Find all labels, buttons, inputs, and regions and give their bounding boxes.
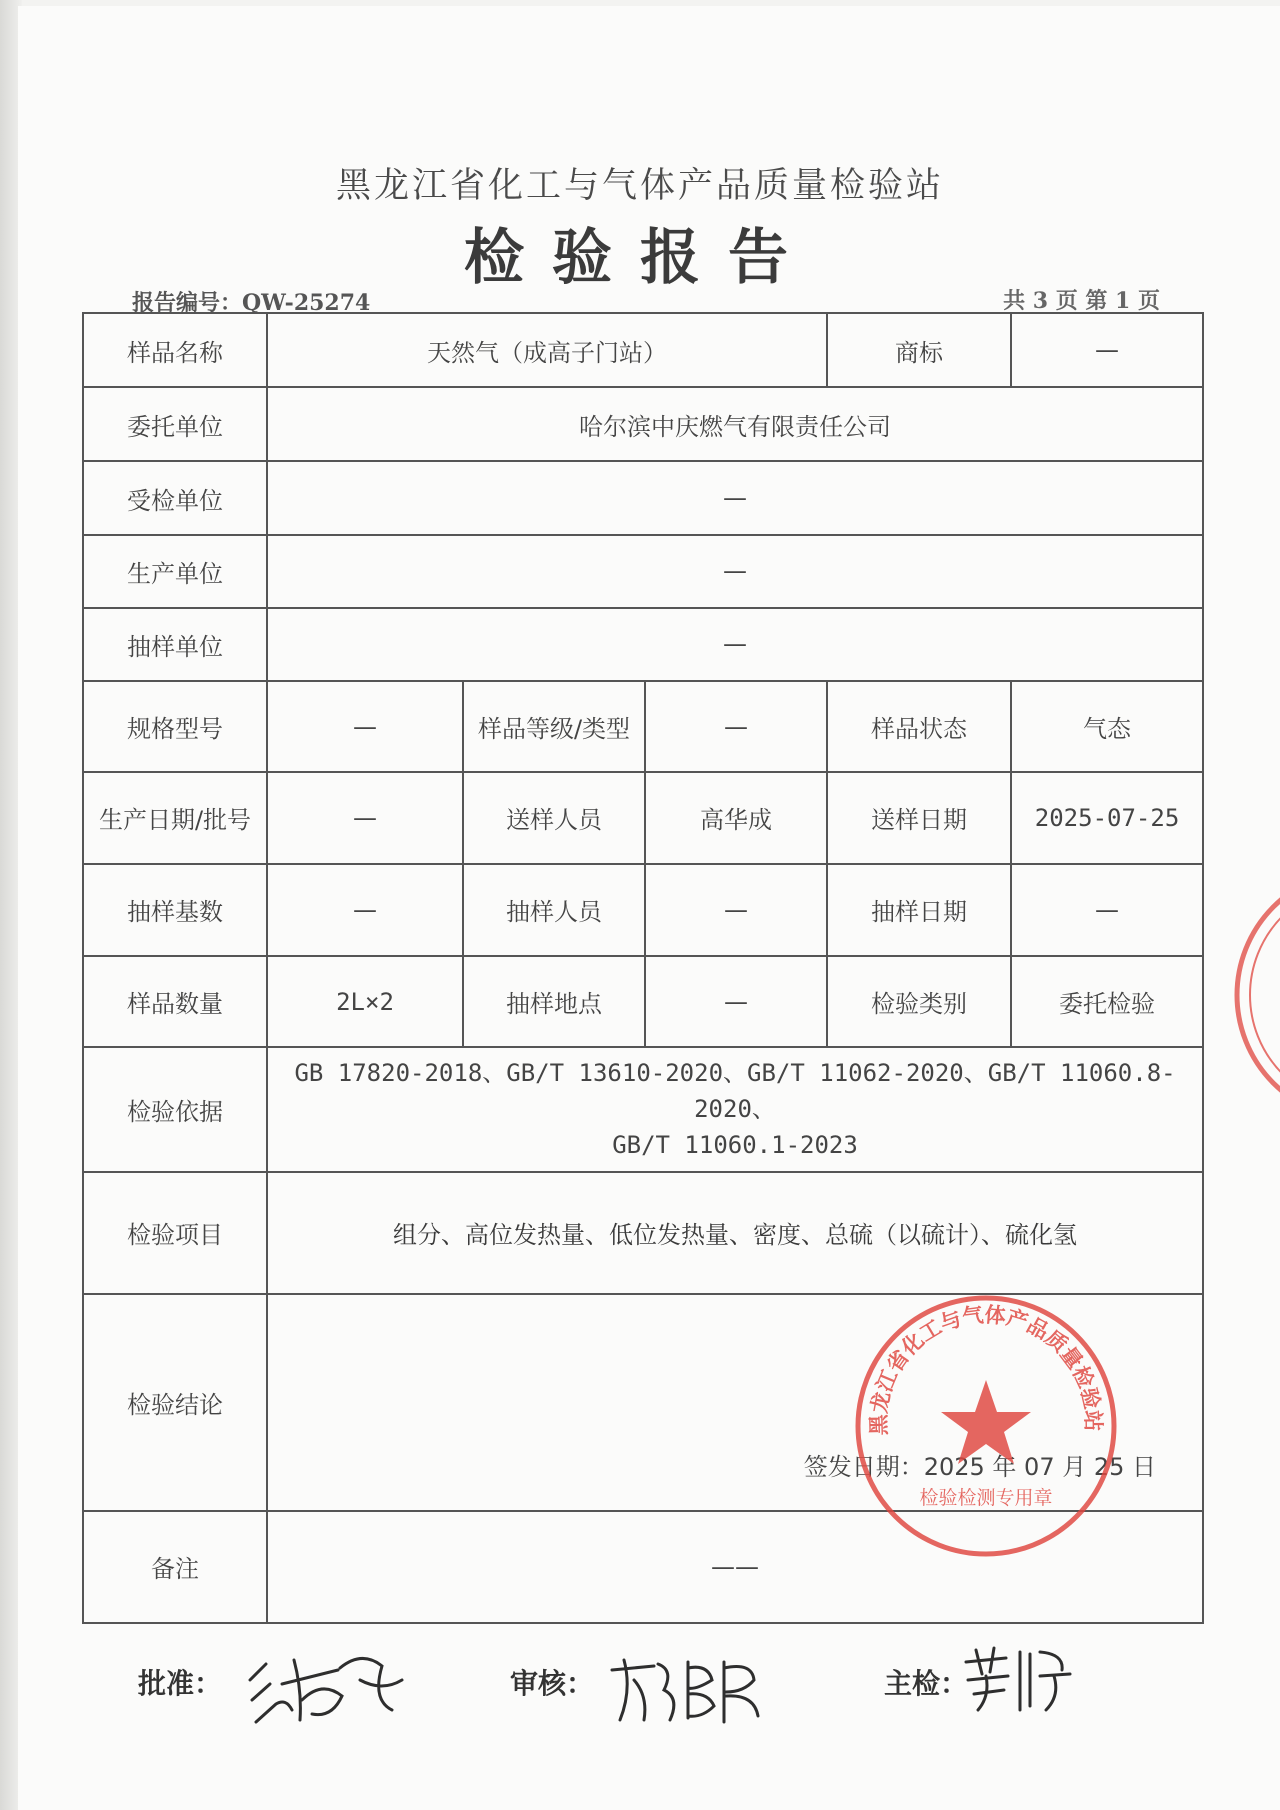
organization-title: 黑龙江省化工与气体产品质量检验站	[335, 166, 944, 206]
partial-seal-edge	[1228, 860, 1280, 1130]
row-client	[83, 387, 1203, 461]
signature-row	[0, 1640, 1280, 1730]
official-seal	[852, 1292, 1120, 1560]
seal-subtext: 检验检测专用章	[919, 1487, 1053, 1509]
label-category: 检验类别	[827, 956, 1011, 1047]
label-sampling-unit: 抽样单位	[83, 608, 267, 681]
label-brand: 商标	[827, 313, 1011, 387]
row-sampling-base	[83, 864, 1203, 956]
report-number-label: 报告编号：	[132, 290, 243, 316]
row-spec	[83, 681, 1203, 772]
label-client: 委托单位	[83, 387, 267, 461]
value-quantity: 2L×2	[267, 956, 463, 1047]
approve-signature	[242, 1640, 412, 1730]
row-producer	[83, 535, 1203, 608]
value-sample-name: 天然气（成高子门站）	[267, 313, 827, 387]
label-grade: 样品等级/类型	[463, 681, 645, 772]
inspector-label: 主检：	[884, 1667, 969, 1700]
basis-line-2: GB/T 11060.1-2023	[612, 1131, 858, 1160]
seal-star-icon	[941, 1380, 1031, 1464]
basis-line-1: GB 17820-2018、GB/T 13610-2020、GB/T 11062-2020、GB/T 11060.8-2020、	[294, 1059, 1176, 1124]
value-producer: —	[267, 535, 1203, 608]
label-sampler: 抽样人员	[463, 864, 645, 956]
label-remarks: 备注	[83, 1511, 267, 1623]
value-basis	[267, 1047, 1203, 1171]
row-sample-name	[83, 313, 1203, 387]
label-basis: 检验依据	[83, 1047, 267, 1171]
value-prod-date: —	[267, 772, 463, 863]
report-title: 检验报告	[464, 223, 816, 293]
page-info: 共 3 页 第 1 页	[1003, 288, 1160, 314]
inspector-signature	[960, 1640, 1090, 1720]
report-number-value: QW-25274	[242, 290, 371, 316]
approve-label: 批准：	[138, 1667, 223, 1700]
label-prod-date: 生产日期/批号	[83, 772, 267, 863]
label-state: 样品状态	[827, 681, 1011, 772]
label-send-date: 送样日期	[827, 772, 1011, 863]
value-location: —	[645, 956, 827, 1047]
value-sampling-base: —	[267, 864, 463, 956]
value-spec: —	[267, 681, 463, 772]
value-brand: —	[1011, 313, 1203, 387]
value-send-date: 2025-07-25	[1011, 772, 1203, 863]
value-sampling-unit: —	[267, 608, 1203, 681]
label-conclusion: 检验结论	[83, 1294, 267, 1511]
value-items: 组分、高位发热量、低位发热量、密度、总硫（以硫计）、硫化氢	[267, 1172, 1203, 1294]
issue-date: 签发日期：2025 年 07 月 25 日	[803, 1452, 1157, 1481]
value-category: 委托检验	[1011, 956, 1203, 1047]
row-quantity	[83, 956, 1203, 1047]
row-basis	[83, 1047, 1203, 1171]
label-producer: 生产单位	[83, 535, 267, 608]
value-inspected-unit: —	[267, 461, 1203, 534]
label-items: 检验项目	[83, 1172, 267, 1294]
label-quantity: 样品数量	[83, 956, 267, 1047]
value-state: 气态	[1011, 681, 1203, 772]
label-sample-name: 样品名称	[83, 313, 267, 387]
review-signature	[604, 1640, 774, 1730]
label-inspected-unit: 受检单位	[83, 461, 267, 534]
value-sampling-date: —	[1011, 864, 1203, 956]
label-spec: 规格型号	[83, 681, 267, 772]
value-client: 哈尔滨中庆燃气有限责任公司	[267, 387, 1203, 461]
seal-arc-text: 黑龙江省化工与气体产品质量检验站	[866, 1302, 1106, 1436]
review-label: 审核：	[510, 1667, 595, 1700]
row-items	[83, 1172, 1203, 1294]
value-sampler: —	[645, 864, 827, 956]
label-location: 抽样地点	[463, 956, 645, 1047]
value-grade: —	[645, 681, 827, 772]
row-sampling-unit	[83, 608, 1203, 681]
value-sender: 高华成	[645, 772, 827, 863]
label-sampling-base: 抽样基数	[83, 864, 267, 956]
value-remarks: ——	[267, 1511, 1203, 1623]
row-inspected-unit	[83, 461, 1203, 534]
label-sampling-date: 抽样日期	[827, 864, 1011, 956]
row-prod-date	[83, 772, 1203, 863]
label-sender: 送样人员	[463, 772, 645, 863]
